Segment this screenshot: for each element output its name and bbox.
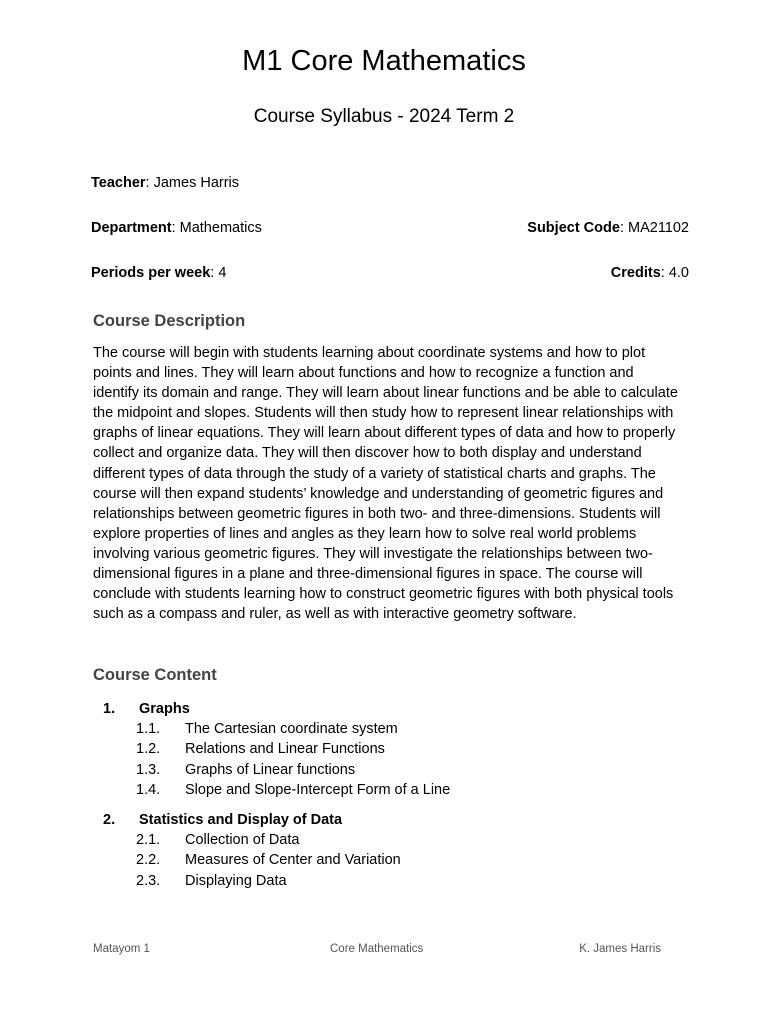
subtopic-text: Graphs of Linear functions [185,761,356,778]
footer-left: Matayom 1 [93,943,150,955]
subtopic-number: 1.3. [136,761,161,778]
subtopic-item [103,739,703,759]
subtopic-list [103,719,703,800]
credits-value: 4.0 [668,265,689,281]
subtopic-item [103,871,703,891]
subtopic-item [103,780,703,800]
subtopic-number: 2.2. [136,852,161,869]
footer-center: Core Mathematics [330,943,424,955]
course-description-text: The course will begin with students learning about coordinate systems and how to plot points and lines. They will learn about functions and how to recognize a function and identify its domain and range. They will learn about linear functions and be able to calculate the midpoint and slopes. Students will then study how to represent linear relationships with graphs of linear equations. They will learn about different types of data and how to properly collect and organize data. They will then discover how to both display and understand different types of data through the study of a variety of statistical charts and graphs. The course will then expand students’ knowledge and understanding of geometric figures and relationships between geometric figures in both two- and three-dimensions. Students will explore properties of lines and angles as they learn how to solve real world problems involving various geometric figures. They will investigate the relationships between two-dimensional figures in a plane and three-dimensional figures in space. The course will conclude with students learning how to construct geometric figures with both physical tools such as a compass and ruler, as well as with interactive geometry software. [93,345,678,623]
footer-right: K. James Harris [579,943,661,955]
course-content-heading: Course Content [93,666,217,684]
teacher-field: Teacher: James Harris [91,175,240,191]
subtopic-text: The Cartesian coordinate system [185,721,398,737]
teacher-label: Teacher [91,175,146,191]
topic-number: 1. [103,701,116,717]
periods-value: 4 [218,265,227,281]
subtopic-item [103,830,703,850]
subtopic-text: Measures of Center and Variation [185,852,401,869]
topic-item [103,699,703,800]
subtopic-item [103,760,703,780]
document-title: M1 Core Mathematics [242,45,526,77]
credits-field: Credits: 4.0 [610,265,689,281]
meta-row-department [91,218,689,238]
meta-row-periods [91,263,689,283]
course-content-list [103,699,703,901]
subtopic-number: 1.4. [136,781,161,798]
subtopic-item [103,719,703,739]
subtopic-text: Displaying Data [185,872,287,889]
topic-title: Statistics and Display of Data [139,812,343,829]
subject-code-value: MA21102 [628,220,689,236]
subject-code-label: Subject Code [527,220,620,236]
topic-header [103,699,703,719]
subtopic-item [103,850,703,870]
credits-label: Credits [610,265,661,281]
topic-item [103,810,703,891]
subtopic-number: 2.3. [136,872,161,889]
document-subtitle: Course Syllabus - 2024 Term 2 [253,106,515,127]
topic-number: 2. [103,812,116,829]
subtopic-number: 1.2. [136,741,161,758]
department-value: Mathematics [179,220,262,236]
subtopic-number: 1.1. [136,721,161,737]
teacher-value: James Harris [153,175,240,191]
subtopic-text: Relations and Linear Functions [185,741,385,758]
subtopic-list [103,830,703,891]
subtopic-text: Collection of Data [185,832,300,849]
subject-code-field: Subject Code: MA21102 [527,220,689,236]
subtopic-text: Slope and Slope-Intercept Form of a Line [185,781,451,798]
topic-header [103,810,703,830]
department-field: Department: Mathematics [91,220,262,236]
topic-title: Graphs [139,701,190,717]
meta-row-teacher [91,173,689,193]
subtopic-number: 2.1. [136,832,161,849]
periods-label: Periods per week [91,265,211,281]
department-label: Department [91,220,172,236]
periods-field: Periods per week: 4 [91,265,227,281]
course-description-heading: Course Description [93,312,246,330]
